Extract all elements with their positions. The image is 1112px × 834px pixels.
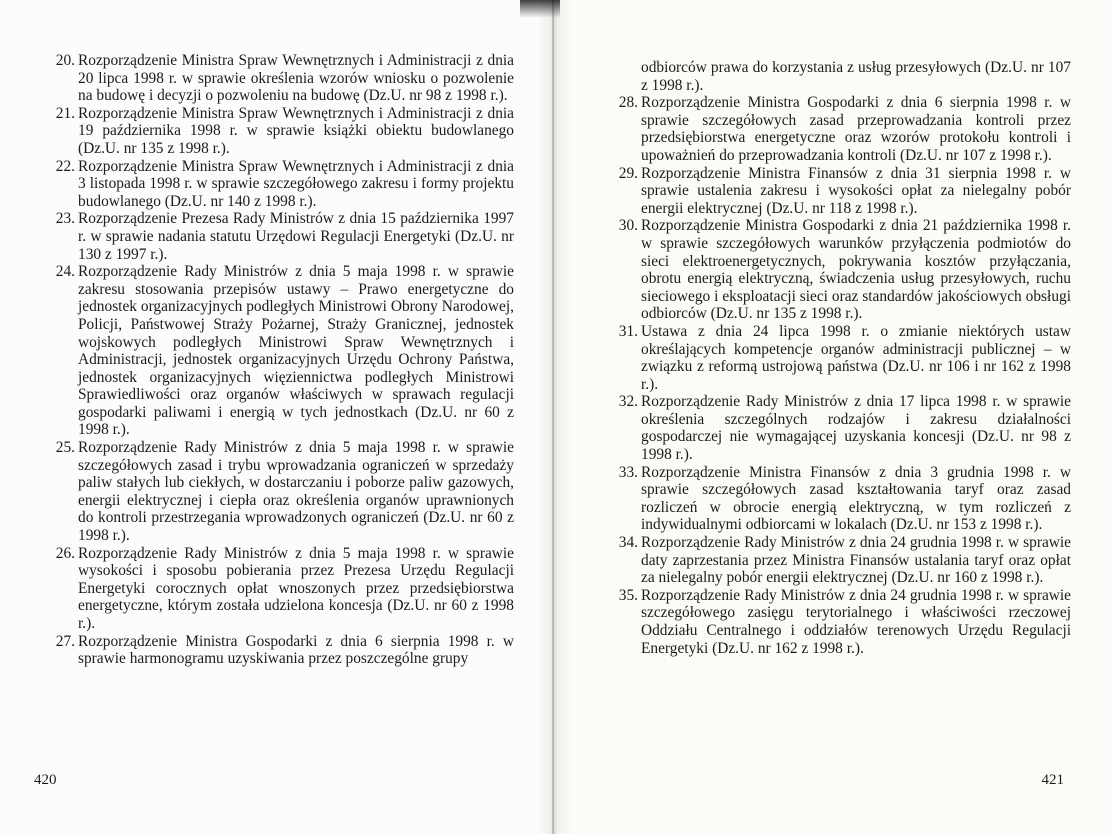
item-text: Rozporządzenie Ministra Gospodarki z dnia 21 października 1998 r. w sprawie szczegółowych warunków przyłączenia podmiotów do sieci elektroenergetycznych, pokrywania kosztów przyłączania, obrotu energią elektryczną, świadczenia usług przesyłowych, ruchu sieciowego i eksploatacji sieci oraz standardów jakościowych obsługi odbiorców (Dz.U. nr 135 z 1998 r.). xyxy=(641,217,1071,323)
item-text: Rozporządzenie Ministra Gospodarki z dnia 6 sierpnia 1998 r. w sprawie harmonogramu uzyskiwania przez poszczególne grupy xyxy=(78,632,514,668)
left-page xyxy=(0,0,553,834)
item-number: 25. xyxy=(55,439,75,457)
list-item-30 xyxy=(611,217,1071,323)
item-text: Rozporządzenie Rady Ministrów z dnia 5 maja 1998 r. w sprawie szczegółowych zasad i trybu wprowadzania ograniczeń w sprzedaży paliw stałych lub ciekłych, w dostarczaniu i poborze paliw gazowych, energii elektrycznej i ciepła oraz określenia organów uprawnionych do kontroli przestrzegania wprowadzonych ograniczeń (Dz.U. nr 60 z 1998 r.). xyxy=(78,439,514,545)
spine-top-shadow xyxy=(520,0,560,18)
list-item-35 xyxy=(611,587,1071,657)
item-text: Rozporządzenie Rady Ministrów z dnia 5 maja 1998 r. w sprawie wysokości i sposobu pobierania przez Prezesa Urzędu Regulacji Energetyki corocznych opłat wnoszonych przez przedsiębiorstwa energetyczne, którym została udzielona koncesja (Dz.U. nr 60 z 1998 r.). xyxy=(78,544,514,632)
book-spine xyxy=(552,0,554,834)
list-item-25 xyxy=(48,439,514,545)
item-text: Rozporządzenie Rady Ministrów z dnia 24 grudnia 1998 r. w sprawie daty zaprzestania przez Ministra Finansów ustalania taryf oraz opłat za nielegalny pobór energii elektrycznej (Dz.U. nr 160 z 1998 r.). xyxy=(641,534,1071,587)
item-number: 35. xyxy=(618,586,638,604)
right-column xyxy=(611,59,1071,657)
item-text: Rozporządzenie Ministra Gospodarki z dnia 6 sierpnia 1998 r. w sprawie szczegółowych zasad przeprowadzania kontroli przez przedsiębiorstwa energetyczne oraz wzorów protokołu kontroli i upoważnień do przeprowadzania kontroli (Dz.U. nr 107 z 1998 r.). xyxy=(641,94,1071,164)
item-text: Rozporządzenie Ministra Finansów z dnia 3 grudnia 1998 r. w sprawie szczegółowych zasad kształtowania taryf oraz zasad rozliczeń w obrocie energią elektryczną, w tym rozliczeń z indywidualnymi odbiorcami w lokalach (Dz.U. nr 153 z 1998 r.). xyxy=(641,463,1071,534)
item-text: Rozporządzenie Rady Ministrów z dnia 17 lipca 1998 r. w sprawie określenia szczególnych rodzajów i zakresu działalności gospodarczej nie wymagającej uzyskania koncesji (Dz.U. nr 98 z 1998 r.). xyxy=(641,393,1071,464)
item-text: Rozporządzenie Rady Ministrów z dnia 24 grudnia 1998 r. w sprawie szczegółowego zasięgu terytorialnego i właściwości rzeczowej Oddziału Centralnego i oddziałów terenowych Urzędu Regulacji Energetyki (Dz.U. nr 162 z 1998 r.). xyxy=(641,586,1071,657)
list-item-34 xyxy=(611,534,1071,587)
list-item-21 xyxy=(48,105,514,158)
right-page xyxy=(553,0,1112,834)
list-item-20 xyxy=(48,52,514,105)
page-number-right: 421 xyxy=(1041,772,1064,788)
item-number: 24. xyxy=(55,263,75,281)
item-text: Rozporządzenie Ministra Spraw Wewnętrznych i Administracji z dnia 20 lipca 1998 r. w sprawie określenia wzorów wniosku o pozwolenie na budowę i decyzji o pozwoleniu na budowę (Dz.U. nr 98 z 1998 r.). xyxy=(78,52,514,105)
item-text: Rozporządzenie Ministra Spraw Wewnętrznych i Administracji z dnia 3 listopada 1998 r. w sprawie szczegółowego zakresu i formy projektu budowlanego (Dz.U. nr 140 z 1998 r.). xyxy=(78,157,514,210)
item-number: 22. xyxy=(55,157,75,175)
list-item-26 xyxy=(48,545,514,633)
book-gutter-shadow xyxy=(536,0,572,834)
item-number: 31. xyxy=(618,322,638,340)
item-number: 23. xyxy=(55,210,75,228)
left-column xyxy=(48,52,514,668)
legal-acts-list-left xyxy=(48,52,514,668)
list-item-28 xyxy=(611,94,1071,164)
item-number: 27. xyxy=(55,632,75,650)
list-item-22 xyxy=(48,158,514,211)
item-number: 20. xyxy=(55,52,75,69)
list-item-33 xyxy=(611,464,1071,534)
item-text: Rozporządzenie Ministra Finansów z dnia 31 sierpnia 1998 r. w sprawie ustalenia zakresu i wysokości opłat za nielegalny pobór energii elektrycznej (Dz.U. nr 118 z 1998 r.). xyxy=(641,164,1071,217)
list-item-32 xyxy=(611,393,1071,463)
item-number: 32. xyxy=(618,393,638,411)
list-item-29 xyxy=(611,165,1071,218)
item-number: 34. xyxy=(618,534,638,552)
list-item-27-continuation: odbiorców prawa do korzystania z usług przesyłowych (Dz.U. nr 107 z 1998 r.). xyxy=(641,59,1071,94)
item-number: 21. xyxy=(55,104,75,122)
list-item-31 xyxy=(611,323,1071,393)
item-number: 26. xyxy=(55,544,75,562)
item-number: 28. xyxy=(618,94,638,112)
item-text: Rozporządzenie Prezesa Rady Ministrów z dnia 15 października 1997 r. w sprawie nadania statutu Urzędowi Regulacji Energetyki (Dz.U. nr 130 z 1997 r.). xyxy=(78,210,514,263)
list-item-27 xyxy=(48,633,514,668)
legal-acts-list-right xyxy=(611,94,1071,657)
item-text: Rozporządzenie Rady Ministrów z dnia 5 maja 1998 r. w sprawie zakresu stosowania przepisów ustawy – Prawo energetyczne do jednostek organizacyjnych podległych Ministrowi Obrony Narodowej, Policji, Państwowej Straży Pożarnej, Straży Granicznej, jednostek wojskowych podległych Ministrowi Spraw Wewnętrznych i Administracji, jednostek organizacyjnych Urzędu Ochrony Państwa, jednostek organizacyjnych więziennictwa podległych Ministrowi Sprawiedliwości oraz organów właściwych w sprawach regulacji gospodarki paliwami i energią w tych jednostkach (Dz.U. nr 60 z 1998 r.). xyxy=(78,263,514,439)
item-number: 30. xyxy=(618,217,638,235)
list-item-23 xyxy=(48,210,514,263)
page-number-left: 420 xyxy=(34,772,57,788)
item-text: Ustawa z dnia 24 lipca 1998 r. o zmianie niektórych ustaw określających kompetencje organów administracji publicznej – w związku z reformą ustrojową państwa (Dz.U. nr 106 i nr 162 z 1998 r.). xyxy=(641,322,1071,393)
item-text: Rozporządzenie Ministra Spraw Wewnętrznych i Administracji z dnia 19 października 1998 r. w sprawie książki obiektu budowlanego (Dz.U. nr 135 z 1998 r.). xyxy=(78,104,514,157)
item-number: 33. xyxy=(618,463,638,481)
list-item-24 xyxy=(48,263,514,439)
item-number: 29. xyxy=(618,164,638,182)
